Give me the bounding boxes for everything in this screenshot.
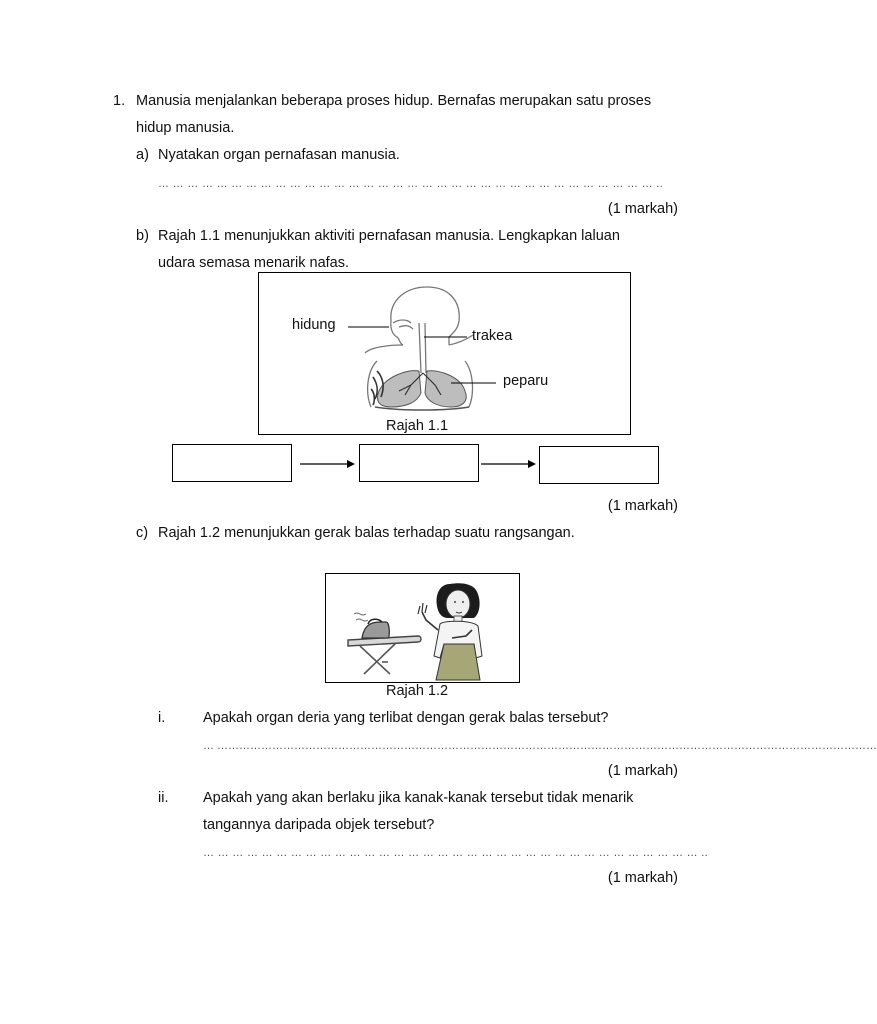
part-c-i-question: Apakah organ deria yang terlibat dengan gerak balas tersebut?	[203, 710, 609, 726]
part-b-question-line2: udara semasa menarik nafas.	[158, 255, 350, 271]
part-a-marks: (1 markah)	[607, 201, 678, 217]
airway-answer-box-2[interactable]	[359, 444, 479, 482]
part-c-i-marks: (1 markah)	[607, 763, 678, 779]
airway-answer-box-3[interactable]	[539, 446, 659, 484]
part-b-label: b)	[136, 228, 149, 244]
part-c-question: Rajah 1.2 menunjukkan gerak balas terhadap suatu rangsangan.	[158, 525, 575, 541]
label-peparu: peparu	[503, 373, 549, 389]
part-c-i-label: i.	[158, 710, 166, 726]
part-c-label: c)	[136, 525, 149, 541]
part-c-ii-answer-line[interactable]: … … … … … … … … … … … … … … … … … … … … … … … … … … … … … … … … … … ..	[203, 847, 709, 859]
part-b-marks: (1 markah)	[607, 498, 678, 514]
part-c-i-answer-line[interactable]: … ………………………………………………………………………………………………………………………………………………………………	[203, 740, 877, 752]
figure-1-1-caption: Rajah 1.1	[386, 418, 449, 434]
arrow-right-icon	[300, 458, 356, 470]
question-stem-line1: Manusia menjalankan beberapa proses hidup. Bernafas merupakan satu proses	[136, 93, 652, 109]
respiratory-system-illustration	[259, 273, 630, 434]
figure-1-1-frame	[258, 272, 631, 435]
arrow-right-icon	[481, 458, 537, 470]
part-c-ii-question-line1: Apakah yang akan berlaku jika kanak-kanak tersebut tidak menarik	[203, 790, 634, 806]
airway-answer-box-1[interactable]	[172, 444, 292, 482]
part-a-answer-line[interactable]: … … … … … … … … … … … … … … … … … … … … … … … … … … … … … … … … … … ..	[158, 178, 664, 190]
figure-1-2-caption: Rajah 1.2	[386, 683, 449, 699]
part-a-question: Nyatakan organ pernafasan manusia.	[158, 147, 400, 163]
part-c-ii-question-line2: tangannya daripada objek tersebut?	[203, 817, 435, 833]
part-b-question-line1: Rajah 1.1 menunjukkan aktiviti pernafasan manusia. Lengkapkan laluan	[158, 228, 620, 244]
part-c-ii-marks: (1 markah)	[607, 870, 678, 886]
label-trakea: trakea	[472, 328, 513, 344]
figure-1-2-frame	[325, 573, 520, 683]
question-stem-line2: hidup manusia.	[136, 120, 235, 136]
label-hidung: hidung	[292, 317, 336, 333]
part-c-ii-label: ii.	[158, 790, 169, 806]
part-a-label: a)	[136, 147, 149, 163]
child-touching-hot-iron-illustration	[326, 574, 519, 682]
question-number: 1.	[113, 93, 126, 109]
